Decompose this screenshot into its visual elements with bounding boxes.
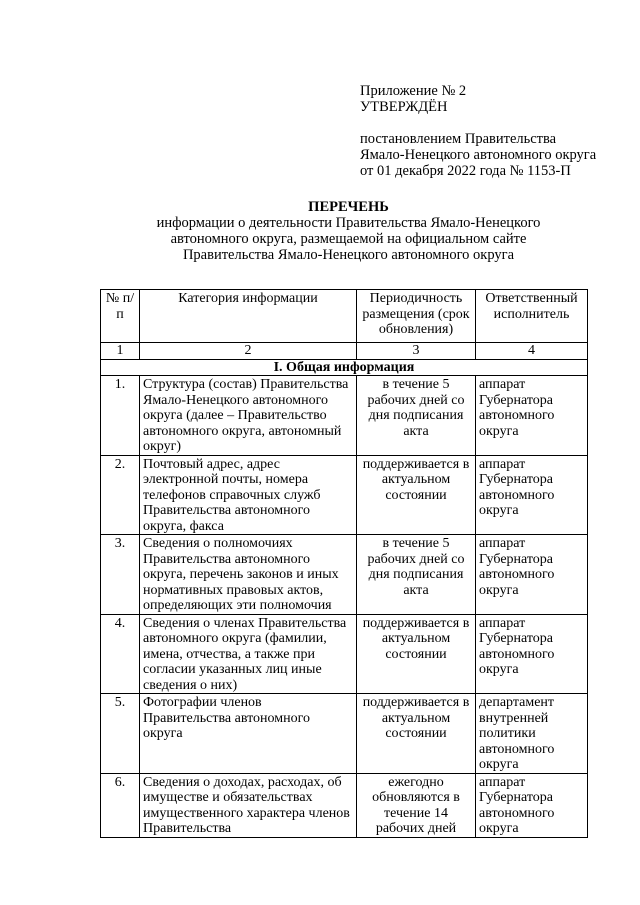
header-num: № п/п [101,290,140,343]
header-category: Категория информации [140,290,357,343]
table-header-row [101,290,588,343]
table-row [101,535,588,615]
header-period: Периодичность размещения (срок обновления) [357,290,476,343]
row-period: ежегодно обновляются в течение 14 рабочих дней [357,773,476,837]
appendix-label: Приложение № 2 [360,83,467,99]
approval-stamp [360,83,596,179]
information-table [100,289,588,838]
col-number: 1 [101,343,140,360]
row-num: 2. [101,455,140,535]
row-executor: аппарат Губернатора автономного округа [476,614,588,694]
row-period: в течение 5 рабочих дней со дня подписания акта [357,376,476,456]
table-row [101,694,588,774]
col-number: 3 [357,343,476,360]
row-num: 6. [101,773,140,837]
approval-line-1: постановлением Правительства [360,131,557,147]
row-category: Фотографии членов Правительства автономного округа [140,694,357,774]
row-executor: аппарат Губернатора автономного округа [476,455,588,535]
col-number: 2 [140,343,357,360]
table-row [101,773,588,837]
approval-line-3: от 01 декабря 2022 года № 1153-П [360,163,571,179]
row-executor: аппарат Губернатора автономного округа [476,535,588,615]
row-num: 5. [101,694,140,774]
row-num: 3. [101,535,140,615]
title-heading: ПЕРЕЧЕНЬ [308,199,389,215]
row-num: 4. [101,614,140,694]
section-title: I. Общая информация [101,359,588,376]
approval-line-2: Ямало-Ненецкого автономного округа [360,147,597,163]
row-period: в течение 5 рабочих дней со дня подписания акта [357,535,476,615]
row-category: Сведения о доходах, расходах, об имуществе и обязательствах имущественного характера членов Правительства [140,773,357,837]
column-number-row [101,343,588,360]
table-row [101,614,588,694]
row-executor: департамент внутренней политики автономного округа [476,694,588,774]
col-number: 4 [476,343,588,360]
row-period: поддерживается в актуальном состоянии [357,455,476,535]
row-executor: аппарат Губернатора автономного округа [476,773,588,837]
table-row [101,455,588,535]
row-num: 1. [101,376,140,456]
row-category: Сведения о членах Правительства автономного округа (фамилии, имена, отчества, а также при согласии указанных лиц иные сведения о них) [140,614,357,694]
row-category: Сведения о полномочиях Правительства автономного округа, перечень законов и иных нормативных правовых актов, определяющих эти полномочия [140,535,357,615]
row-executor: аппарат Губернатора автономного округа [476,376,588,456]
header-executor: Ответственный исполнитель [476,290,588,343]
title-line-2: автономного округа, размещаемой на официальном сайте [170,231,527,247]
section-row [101,359,588,376]
row-category: Структура (состав) Правительства Ямало-Ненецкого автономного округа (далее – Правительство автономного округа, автономный округ) [140,376,357,456]
document-title [100,199,597,263]
table-row [101,376,588,456]
approved-label: УТВЕРЖДЁН [360,99,448,115]
title-line-1: информации о деятельности Правительства Ямало-Ненецкого [156,215,541,231]
row-period: поддерживается в актуальном состоянии [357,614,476,694]
title-line-3: Правительства Ямало-Ненецкого автономного округа [182,247,515,263]
row-period: поддерживается в актуальном состоянии [357,694,476,774]
row-category: Почтовый адрес, адрес электронной почты, номера телефонов справочных служб Правительства автономного округа, факса [140,455,357,535]
